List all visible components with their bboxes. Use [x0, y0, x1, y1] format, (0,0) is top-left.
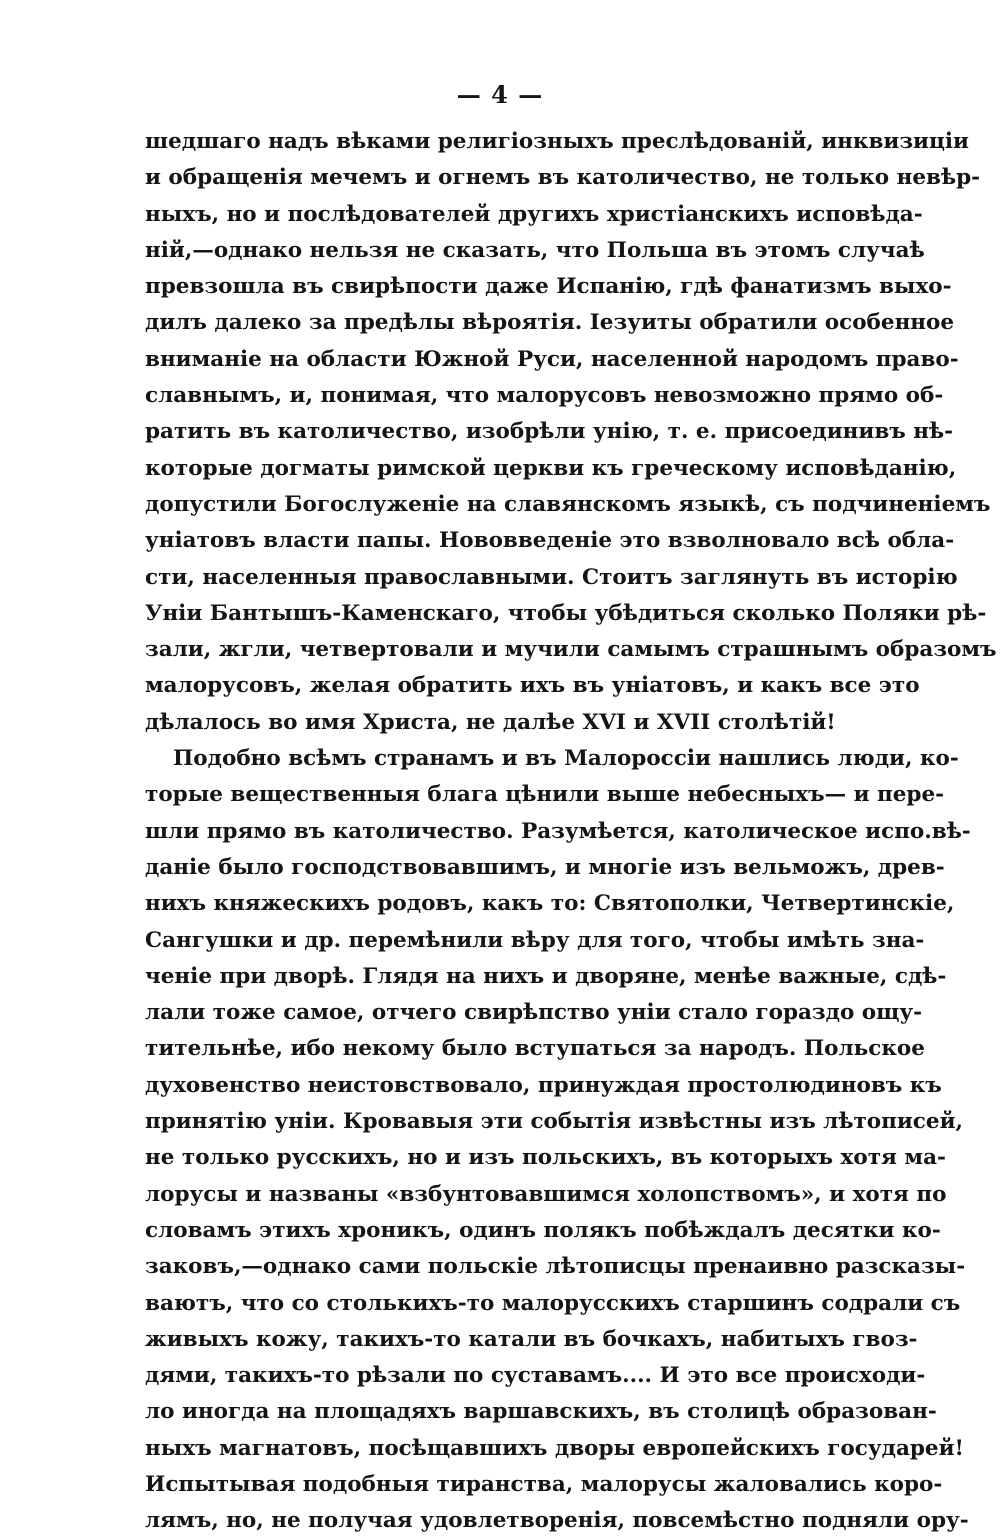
- text-line: не только русскихъ, но и изъ польскихъ, въ которыхъ хотя ма-: [145, 1145, 946, 1171]
- text-line: вниманіе на области Южной Руси, населенной народомъ право-: [145, 346, 959, 372]
- text-line: живыхъ кожу, такихъ-то катали въ бочкахъ, набитыхъ гвоз-: [145, 1326, 918, 1352]
- text-line: лали тоже самое, отчего свирѣпство уніи стало гораздо ощу-: [145, 1000, 923, 1026]
- text-line: сти, населенныя православными. Стоитъ заглянуть въ исторію: [145, 564, 958, 590]
- text-line: Подобно всѣмъ странамъ и въ Малороссіи нашлись люди, ко-: [173, 746, 959, 772]
- text-line: ныхъ, но и послѣдователей другихъ христіанскихъ исповѣда-: [145, 201, 923, 227]
- text-line: малорусовъ, желая обратить ихъ въ уніатовъ, и какъ все это: [145, 673, 920, 699]
- text-line: торые вещественныя блага цѣнили выше небесныхъ— и пере-: [145, 782, 945, 808]
- text-line: зали, жгли, четвертовали и мучили самымъ страшнымъ образомъ: [145, 637, 997, 663]
- text-line: заковъ,—однако сами польскіе лѣтописцы пренаивно разсказы-: [145, 1254, 966, 1280]
- body-text: [145, 124, 997, 1540]
- text-line: духовенство неистовствовало, принуждая простолюдиновъ къ: [145, 1072, 942, 1098]
- text-line: тительнѣе, ибо некому было вступаться за народъ. Польское: [145, 1036, 925, 1062]
- text-line: словамъ этихъ хроникъ, одинъ полякъ побѣждалъ десятки ко-: [145, 1217, 941, 1243]
- text-line: шедшаго надъ вѣками религіозныхъ преслѣдованій, инквизиціи: [145, 129, 969, 154]
- text-line: лямъ, но, не получая удовлетворенія, повсемѣстно подняли ору-: [145, 1508, 969, 1534]
- text-line: дѣлалось во имя Христа, не далѣе XVI и XVII столѣтій!: [145, 709, 836, 735]
- text-line: уніатовъ власти папы. Нововведеніе это взволновало всѣ обла-: [145, 528, 955, 554]
- text-line: допустили Богослуженіе на славянскомъ языкѣ, съ подчиненіемъ: [145, 491, 991, 517]
- text-line: дями, такихъ-то рѣзали по суставамъ.... И это все происходи-: [145, 1363, 926, 1389]
- text-line: даніе было господствовавшимъ, и многіе изъ вельможъ, древ-: [145, 854, 945, 880]
- text-line: ваютъ, что со столькихъ-то малорусскихъ старшинъ содрали съ: [145, 1290, 961, 1316]
- text-line: и обращенія мечемъ и огнемъ въ католичество, не только невѣр-: [145, 165, 981, 191]
- text-line: дилъ далеко за предѣлы вѣроятія. Іезуиты обратили особенное: [145, 310, 955, 336]
- text-line: лорусы и названы «взбунтовавшимся холопствомъ», и хотя по: [145, 1181, 947, 1207]
- text-line: Сангушки и др. перемѣнили вѣру для того, чтобы имѣть зна-: [145, 927, 925, 953]
- text-line: шли прямо въ католичество. Разумѣется, католическое испо.вѣ-: [145, 818, 971, 844]
- text-line: которые догматы римской церкви къ греческому исповѣданію,: [145, 455, 957, 481]
- text-line: принятію уніи. Кровавыя эти событія извѣстны изъ лѣтописей,: [145, 1109, 964, 1135]
- text-line: ратить въ католичество, изобрѣли унію, т. е. присоединивъ нѣ-: [145, 419, 954, 445]
- text-line: превзошла въ свирѣпости даже Испанію, гдѣ фанатизмъ выхо-: [145, 274, 952, 300]
- text-line: нихъ княжескихъ родовъ, какъ то: Святополки, Четвертинскіе,: [145, 891, 955, 917]
- page-number: — 4 —: [456, 80, 544, 109]
- text-line: ній,—однако нельзя не сказать, что Польша въ этомъ случаѣ: [145, 237, 925, 263]
- text-line: ныхъ магнатовъ, посѣщавшихъ дворы европейскихъ государей!: [145, 1435, 964, 1461]
- text-line: ченіе при дворѣ. Глядя на нихъ и дворяне, менѣе важные, сдѣ-: [145, 963, 947, 989]
- text-line: Испытывая подобныя тиранства, малорусы жаловались коро-: [145, 1471, 943, 1497]
- text-line: Уніи Бантышъ-Каменскаго, чтобы убѣдиться сколько Поляки рѣ-: [145, 600, 987, 626]
- text-line: славнымъ, и, понимая, что малорусовъ невозможно прямо об-: [145, 383, 944, 409]
- text-line: ло иногда на площадяхъ варшавскихъ, въ столицѣ образован-: [145, 1399, 937, 1425]
